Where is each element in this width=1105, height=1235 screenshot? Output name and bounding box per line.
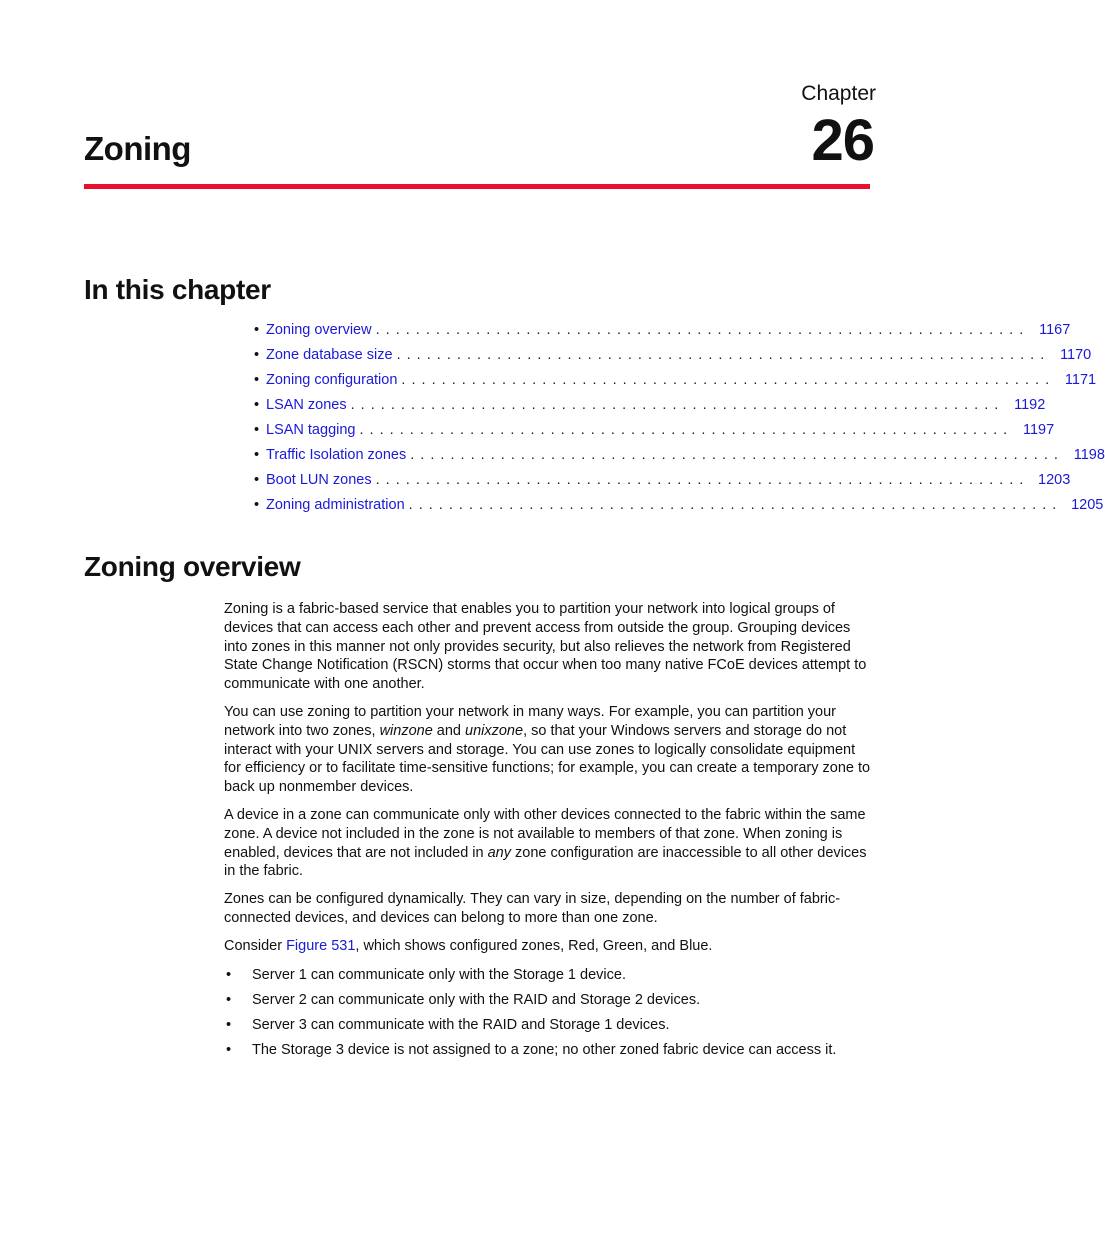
toc-bullet: • [254, 422, 260, 438]
toc-leader: . . . . . . . . . . . . . . . . . . . . . . . . . . . . . . . . . . . . . . . . . . . . . . . . . . . . . . . . . . . . . . . . . [359, 422, 1009, 438]
toc-entry [254, 472, 1071, 497]
toc-bullet: • [254, 497, 260, 513]
text-run: You can use zoning to partition your network in many ways. For example, you can partition your network into two zones, [224, 703, 837, 739]
toc-bullet: • [254, 322, 260, 338]
bullet: • [226, 966, 232, 983]
toc-leader: . . . . . . . . . . . . . . . . . . . . . . . . . . . . . . . . . . . . . . . . . . . . . . . . . . . . . . . . . . . . . . . . . [408, 497, 1058, 513]
toc-link[interactable]: Zoning configuration [266, 372, 398, 388]
toc-page-link[interactable]: 1192 [1014, 397, 1046, 413]
toc-page-link[interactable]: 1171 [1064, 372, 1097, 388]
list-item-text: Server 3 can communicate with the RAID and Storage 1 devices. [252, 1016, 670, 1033]
paragraph: Zones can be configured dynamically. They can vary in size, depending on the number of fabric-connected devices, and devices can belong to more than one zone. [224, 891, 841, 926]
toc-page-link[interactable]: 1203 [1038, 472, 1071, 488]
toc-leader: . . . . . . . . . . . . . . . . . . . . . . . . . . . . . . . . . . . . . . . . . . . . . . . . . . . . . . . . . . . . . . . . . [396, 347, 1046, 363]
toc-entry [254, 497, 1104, 522]
in-this-chapter-heading: In this chapter [84, 274, 271, 305]
toc-page-link[interactable]: 1170 [1060, 347, 1092, 363]
text-run: , so that your Windows servers and storage do not interact with your UNIX servers and storage. You can use zones to logically consolidate equipment for efficiency or to facilitate time-sensitive functions; for example, you can create a temporary zone to back up nonmember devices. [224, 722, 871, 796]
paragraph [224, 703, 872, 797]
paragraph: Zoning is a fabric-based service that enables you to partition your network into logical groups of devices that can access each other and prevent access from outside the group. Grouping devices into zones in this manner not only provides security, but also relieves the network from Registered State Change Notification (RSCN) storms that occur when too many native FCoE devices attempt to communicate with one another. [224, 601, 867, 693]
toc-page-link[interactable]: 1167 [1039, 322, 1071, 338]
toc-bullet: • [254, 347, 260, 363]
chapter-toc [254, 322, 1105, 522]
toc-link[interactable]: Zone database size [266, 347, 393, 363]
toc-bullet: • [254, 447, 260, 463]
bullet: • [226, 1016, 232, 1033]
toc-entry [254, 397, 1046, 422]
toc-page-link[interactable]: 1205 [1071, 497, 1104, 513]
text-run: A device in a zone can communicate only with other devices connected to the fabric within the same zone. A device not included in the zone is not available to members of that zone. When zoning is enabled, devices that are not included in [224, 806, 866, 861]
zoning-overview-body [224, 600, 872, 1066]
text-run: zone configuration are inaccessible to all other devices in the fabric. [224, 844, 867, 880]
bullet: • [226, 1041, 232, 1058]
chapter-title-rule [84, 184, 870, 189]
list-item [224, 991, 872, 1016]
toc-link[interactable]: LSAN zones [266, 397, 347, 413]
list-item [224, 966, 872, 991]
toc-bullet: • [254, 472, 260, 488]
toc-bullet: • [254, 397, 260, 413]
list-item-text: The Storage 3 device is not assigned to a zone; no other zoned fabric device can access it. [252, 1041, 837, 1058]
toc-leader: . . . . . . . . . . . . . . . . . . . . . . . . . . . . . . . . . . . . . . . . . . . . . . . . . . . . . . . . . . . . . . . . . [410, 447, 1059, 463]
text-run: and [432, 722, 466, 739]
chapter-label: Chapter [801, 82, 876, 105]
paragraph [224, 806, 872, 881]
list-item [224, 1041, 872, 1066]
list-item-text: Server 2 can communicate only with the RAID and Storage 2 devices. [252, 991, 701, 1008]
toc-link[interactable]: LSAN tagging [266, 422, 356, 438]
emphasis: unixzone [465, 722, 524, 739]
toc-link[interactable]: Zoning administration [266, 497, 405, 513]
list-item-text: Server 1 can communicate only with the Storage 1 device. [252, 966, 626, 983]
chapter-title: Zoning [84, 130, 191, 167]
toc-entry [254, 447, 1105, 472]
toc-leader: . . . . . . . . . . . . . . . . . . . . . . . . . . . . . . . . . . . . . . . . . . . . . . . . . . . . . . . . . . . . . . . . . [375, 322, 1025, 338]
list-item [224, 1016, 872, 1041]
toc-leader: . . . . . . . . . . . . . . . . . . . . . . . . . . . . . . . . . . . . . . . . . . . . . . . . . . . . . . . . . . . . . . . . . [401, 372, 1051, 388]
emphasis: any [487, 844, 511, 861]
bullet: • [226, 991, 232, 1008]
text-run: Consider [224, 937, 287, 954]
toc-link[interactable]: Traffic Isolation zones [266, 447, 407, 463]
zone-bullets [224, 966, 872, 1066]
toc-entry [254, 372, 1097, 397]
toc-link[interactable]: Boot LUN zones [266, 472, 372, 488]
toc-entry [254, 422, 1055, 447]
toc-page-link[interactable]: 1197 [1022, 422, 1055, 438]
zoning-overview-heading: Zoning overview [84, 551, 301, 582]
toc-bullet: • [254, 372, 260, 388]
emphasis: winzone [379, 722, 433, 739]
text-run: , which shows configured zones, Red, Green, and Blue. [355, 937, 713, 954]
paragraph [224, 937, 872, 956]
toc-page-link[interactable]: 1198 [1073, 447, 1105, 463]
toc-link[interactable]: Zoning overview [266, 322, 372, 338]
toc-entry [254, 347, 1092, 372]
toc-leader: . . . . . . . . . . . . . . . . . . . . . . . . . . . . . . . . . . . . . . . . . . . . . . . . . . . . . . . . . . . . . . . . . [375, 472, 1025, 488]
figure-link[interactable]: Figure 531 [286, 937, 356, 954]
toc-entry [254, 322, 1071, 347]
chapter-number: 26 [811, 108, 874, 173]
toc-leader: . . . . . . . . . . . . . . . . . . . . . . . . . . . . . . . . . . . . . . . . . . . . . . . . . . . . . . . . . . . . . . . . . [350, 397, 1000, 413]
